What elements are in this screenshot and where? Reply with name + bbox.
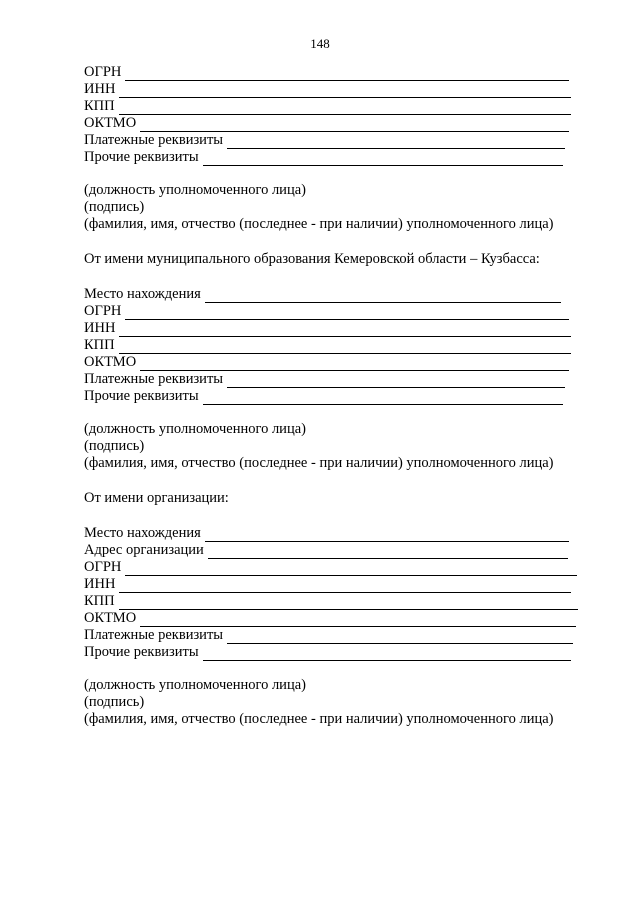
fill-line[interactable]: [140, 118, 569, 132]
signature-position: (должность уполномоченного лица): [84, 421, 306, 437]
field-kpp: [84, 98, 578, 115]
field-ogrn: [84, 64, 578, 81]
field-label: ОГРН: [84, 303, 122, 319]
fill-line[interactable]: [125, 67, 569, 81]
document-body: [84, 64, 578, 728]
signature-sign: (подпись): [84, 694, 145, 710]
fill-line[interactable]: [205, 528, 569, 542]
field-label: ИНН: [84, 320, 116, 336]
field-label: Прочие реквизиты: [84, 388, 199, 404]
field-label: Платежные реквизиты: [84, 371, 224, 387]
field-label: ОКТМО: [84, 115, 137, 131]
field-inn: [84, 81, 578, 98]
section-3: [84, 490, 578, 728]
fill-line[interactable]: [125, 306, 569, 320]
fill-line[interactable]: [140, 613, 576, 627]
field-location: [84, 286, 578, 303]
fill-line[interactable]: [203, 647, 571, 661]
section-1: [84, 64, 578, 233]
fill-line[interactable]: [119, 579, 571, 593]
field-label: ОГРН: [84, 64, 122, 80]
signature-full-name: (фамилия, имя, отчество (последнее - при наличии) уполномоченного лица): [84, 711, 554, 727]
fill-line[interactable]: [140, 357, 569, 371]
field-payment-details: [84, 627, 578, 644]
section-2: [84, 251, 578, 472]
field-label: ИНН: [84, 81, 116, 97]
fill-line[interactable]: [203, 391, 563, 405]
fill-line[interactable]: [119, 340, 571, 354]
field-ogrn: [84, 559, 578, 576]
field-location: [84, 525, 578, 542]
fill-line[interactable]: [119, 101, 571, 115]
signature-position: (должность уполномоченного лица): [84, 677, 306, 693]
field-label: ОКТМО: [84, 354, 137, 370]
field-payment-details: [84, 132, 578, 149]
field-payment-details: [84, 371, 578, 388]
field-label: Прочие реквизиты: [84, 644, 199, 660]
field-organization-address: [84, 542, 578, 559]
signature-full-name: (фамилия, имя, отчество (последнее - при наличии) уполномоченного лица): [84, 455, 554, 471]
fill-line[interactable]: [205, 289, 561, 303]
field-label: ОКТМО: [84, 610, 137, 626]
section-heading: От имени муниципального образования Кемеровской области – Кузбасса:: [84, 251, 540, 267]
field-label: КПП: [84, 593, 115, 609]
fill-line[interactable]: [125, 562, 577, 576]
fill-line[interactable]: [208, 545, 568, 559]
field-label: Место нахождения: [84, 286, 201, 302]
page-number: 148: [310, 36, 330, 51]
field-label: ИНН: [84, 576, 116, 592]
field-label: ОГРН: [84, 559, 122, 575]
section-heading: От имени организации:: [84, 490, 229, 506]
field-oktmo: [84, 354, 578, 371]
field-inn: [84, 320, 578, 337]
fill-line[interactable]: [119, 323, 571, 337]
fill-line[interactable]: [227, 374, 565, 388]
field-label: Платежные реквизиты: [84, 132, 224, 148]
field-oktmo: [84, 610, 578, 627]
fill-line[interactable]: [227, 630, 573, 644]
field-other-details: [84, 149, 578, 166]
fill-line[interactable]: [119, 596, 578, 610]
field-other-details: [84, 388, 578, 405]
field-label: Место нахождения: [84, 525, 201, 541]
field-kpp: [84, 593, 578, 610]
signature-full-name: (фамилия, имя, отчество (последнее - при наличии) уполномоченного лица): [84, 216, 554, 232]
field-inn: [84, 576, 578, 593]
signature-sign: (подпись): [84, 438, 145, 454]
fill-line[interactable]: [227, 135, 565, 149]
field-ogrn: [84, 303, 578, 320]
fill-line[interactable]: [203, 152, 563, 166]
field-label: Прочие реквизиты: [84, 149, 199, 165]
field-label: Платежные реквизиты: [84, 627, 224, 643]
field-oktmo: [84, 115, 578, 132]
field-label: КПП: [84, 337, 115, 353]
signature-position: (должность уполномоченного лица): [84, 182, 306, 198]
field-kpp: [84, 337, 578, 354]
field-other-details: [84, 644, 578, 661]
field-label: КПП: [84, 98, 115, 114]
fill-line[interactable]: [119, 84, 571, 98]
field-label: Адрес организации: [84, 542, 204, 558]
signature-sign: (подпись): [84, 199, 145, 215]
